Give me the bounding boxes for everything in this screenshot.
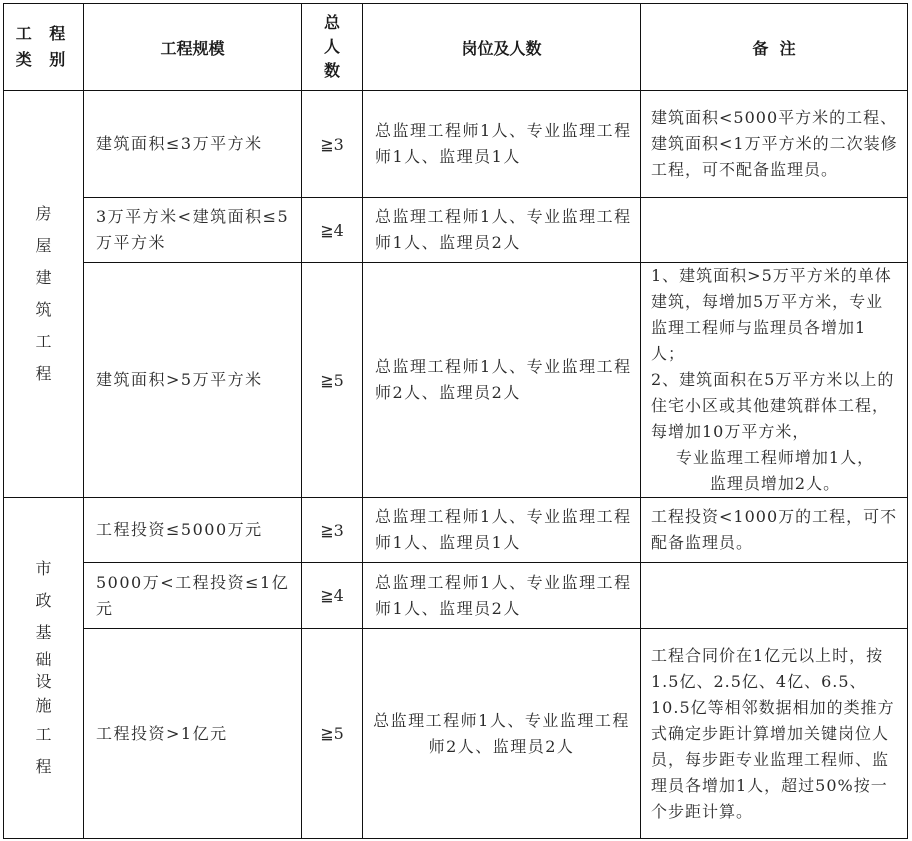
scale-cell: 工程投资>1亿元 bbox=[84, 629, 302, 839]
note-text: 专业监理工程师增加1人， bbox=[675, 448, 875, 467]
header-category-line2: 类 别 bbox=[15, 50, 72, 69]
notes-cell-empty bbox=[641, 198, 908, 263]
supervision-staffing-table bbox=[3, 3, 908, 839]
notes-cell bbox=[641, 91, 908, 198]
table-row bbox=[4, 198, 908, 263]
category-char: 政 bbox=[35, 591, 52, 610]
category-char: 设 bbox=[35, 672, 52, 691]
category-char: 基 bbox=[35, 623, 52, 642]
category-char: 工 bbox=[35, 725, 52, 744]
header-row bbox=[4, 4, 908, 91]
total-cell: ≧4 bbox=[302, 198, 363, 263]
category-housing-construction bbox=[4, 91, 84, 498]
category-char: 筑 bbox=[35, 300, 52, 319]
category-char: 程 bbox=[35, 364, 52, 383]
positions-cell: 总监理工程师1人、专业监理工程师1人、监理员2人 bbox=[363, 563, 641, 629]
positions-cell: 总监理工程师1人、专业监理工程师1人、监理员2人 bbox=[363, 198, 641, 263]
header-positions: 岗位及人数 bbox=[363, 4, 641, 91]
header-notes: 备 注 bbox=[641, 4, 908, 91]
note-text: 1、建筑面积>5万平方米的单体建筑，每增加5万平方米，专业监理工程师与监理员各增加1人； bbox=[651, 266, 892, 363]
note-text: 建筑面积<5000平方米的工程、建筑面积<1万平方米的二次装修工程，可不配备监理员。 bbox=[651, 108, 898, 179]
category-char: 程 bbox=[35, 757, 52, 776]
header-total-char1: 总 bbox=[323, 13, 340, 32]
scale-cell: 工程投资≤5000万元 bbox=[84, 498, 302, 563]
scale-cell: 5000万<工程投资≤1亿元 bbox=[84, 563, 302, 629]
total-cell: ≧3 bbox=[302, 91, 363, 198]
header-total-char2: 人 bbox=[323, 37, 340, 56]
header-total bbox=[302, 4, 363, 91]
scale-cell: 建筑面积>5万平方米 bbox=[84, 263, 302, 498]
table-row bbox=[4, 91, 908, 198]
table-row bbox=[4, 629, 908, 839]
category-char: 市 bbox=[35, 559, 52, 578]
positions-cell: 总监理工程师1人、专业监理工程师1人、监理员1人 bbox=[363, 498, 641, 563]
notes-cell bbox=[641, 629, 908, 839]
category-char: 础 bbox=[35, 650, 52, 669]
positions-cell: 总监理工程师1人、专业监理工程师2人、监理员2人 bbox=[363, 629, 641, 839]
category-char: 建 bbox=[35, 268, 52, 287]
category-municipal-infrastructure bbox=[4, 498, 84, 839]
notes-cell bbox=[641, 498, 908, 563]
category-char: 屋 bbox=[35, 236, 52, 255]
table-row bbox=[4, 263, 908, 498]
positions-cell: 总监理工程师1人、专业监理工程师2人、监理员2人 bbox=[363, 263, 641, 498]
scale-cell: 建筑面积≤3万平方米 bbox=[84, 91, 302, 198]
header-category-line1: 工 程 bbox=[15, 24, 72, 43]
total-cell: ≧3 bbox=[302, 498, 363, 563]
header-total-char3: 数 bbox=[323, 61, 340, 80]
total-cell: ≧4 bbox=[302, 563, 363, 629]
total-cell: ≧5 bbox=[302, 263, 363, 498]
category-char: 房 bbox=[35, 204, 52, 223]
table-row bbox=[4, 563, 908, 629]
table-row bbox=[4, 498, 908, 563]
note-text: 2、建筑面积在5万平方米以上的住宅小区或其他建筑群体工程，每增加10万平方米， bbox=[651, 370, 895, 441]
header-scale: 工程规模 bbox=[84, 4, 302, 91]
scale-cell: 3万平方米<建筑面积≤5万平方米 bbox=[84, 198, 302, 263]
header-category bbox=[4, 4, 84, 91]
positions-cell: 总监理工程师1人、专业监理工程师1人、监理员1人 bbox=[363, 91, 641, 198]
staffing-table-frame bbox=[3, 3, 907, 839]
category-char: 工 bbox=[35, 332, 52, 351]
note-text: 监理员增加2人。 bbox=[709, 474, 841, 493]
note-text: 工程投资<1000万的工程，可不配备监理员。 bbox=[651, 507, 898, 552]
total-cell: ≧5 bbox=[302, 629, 363, 839]
notes-cell-empty bbox=[641, 563, 908, 629]
note-text: 工程合同价在1亿元以上时，按1.5亿、2.5亿、4亿、6.5、10.5亿等相邻数据相加的类推方式确定步距计算增加关键岗位人员，每步距专业监理工程师、监理员各增加1人，超过50%按一个步距计算。 bbox=[651, 645, 895, 821]
notes-cell bbox=[641, 263, 908, 498]
category-char: 施 bbox=[35, 696, 52, 715]
